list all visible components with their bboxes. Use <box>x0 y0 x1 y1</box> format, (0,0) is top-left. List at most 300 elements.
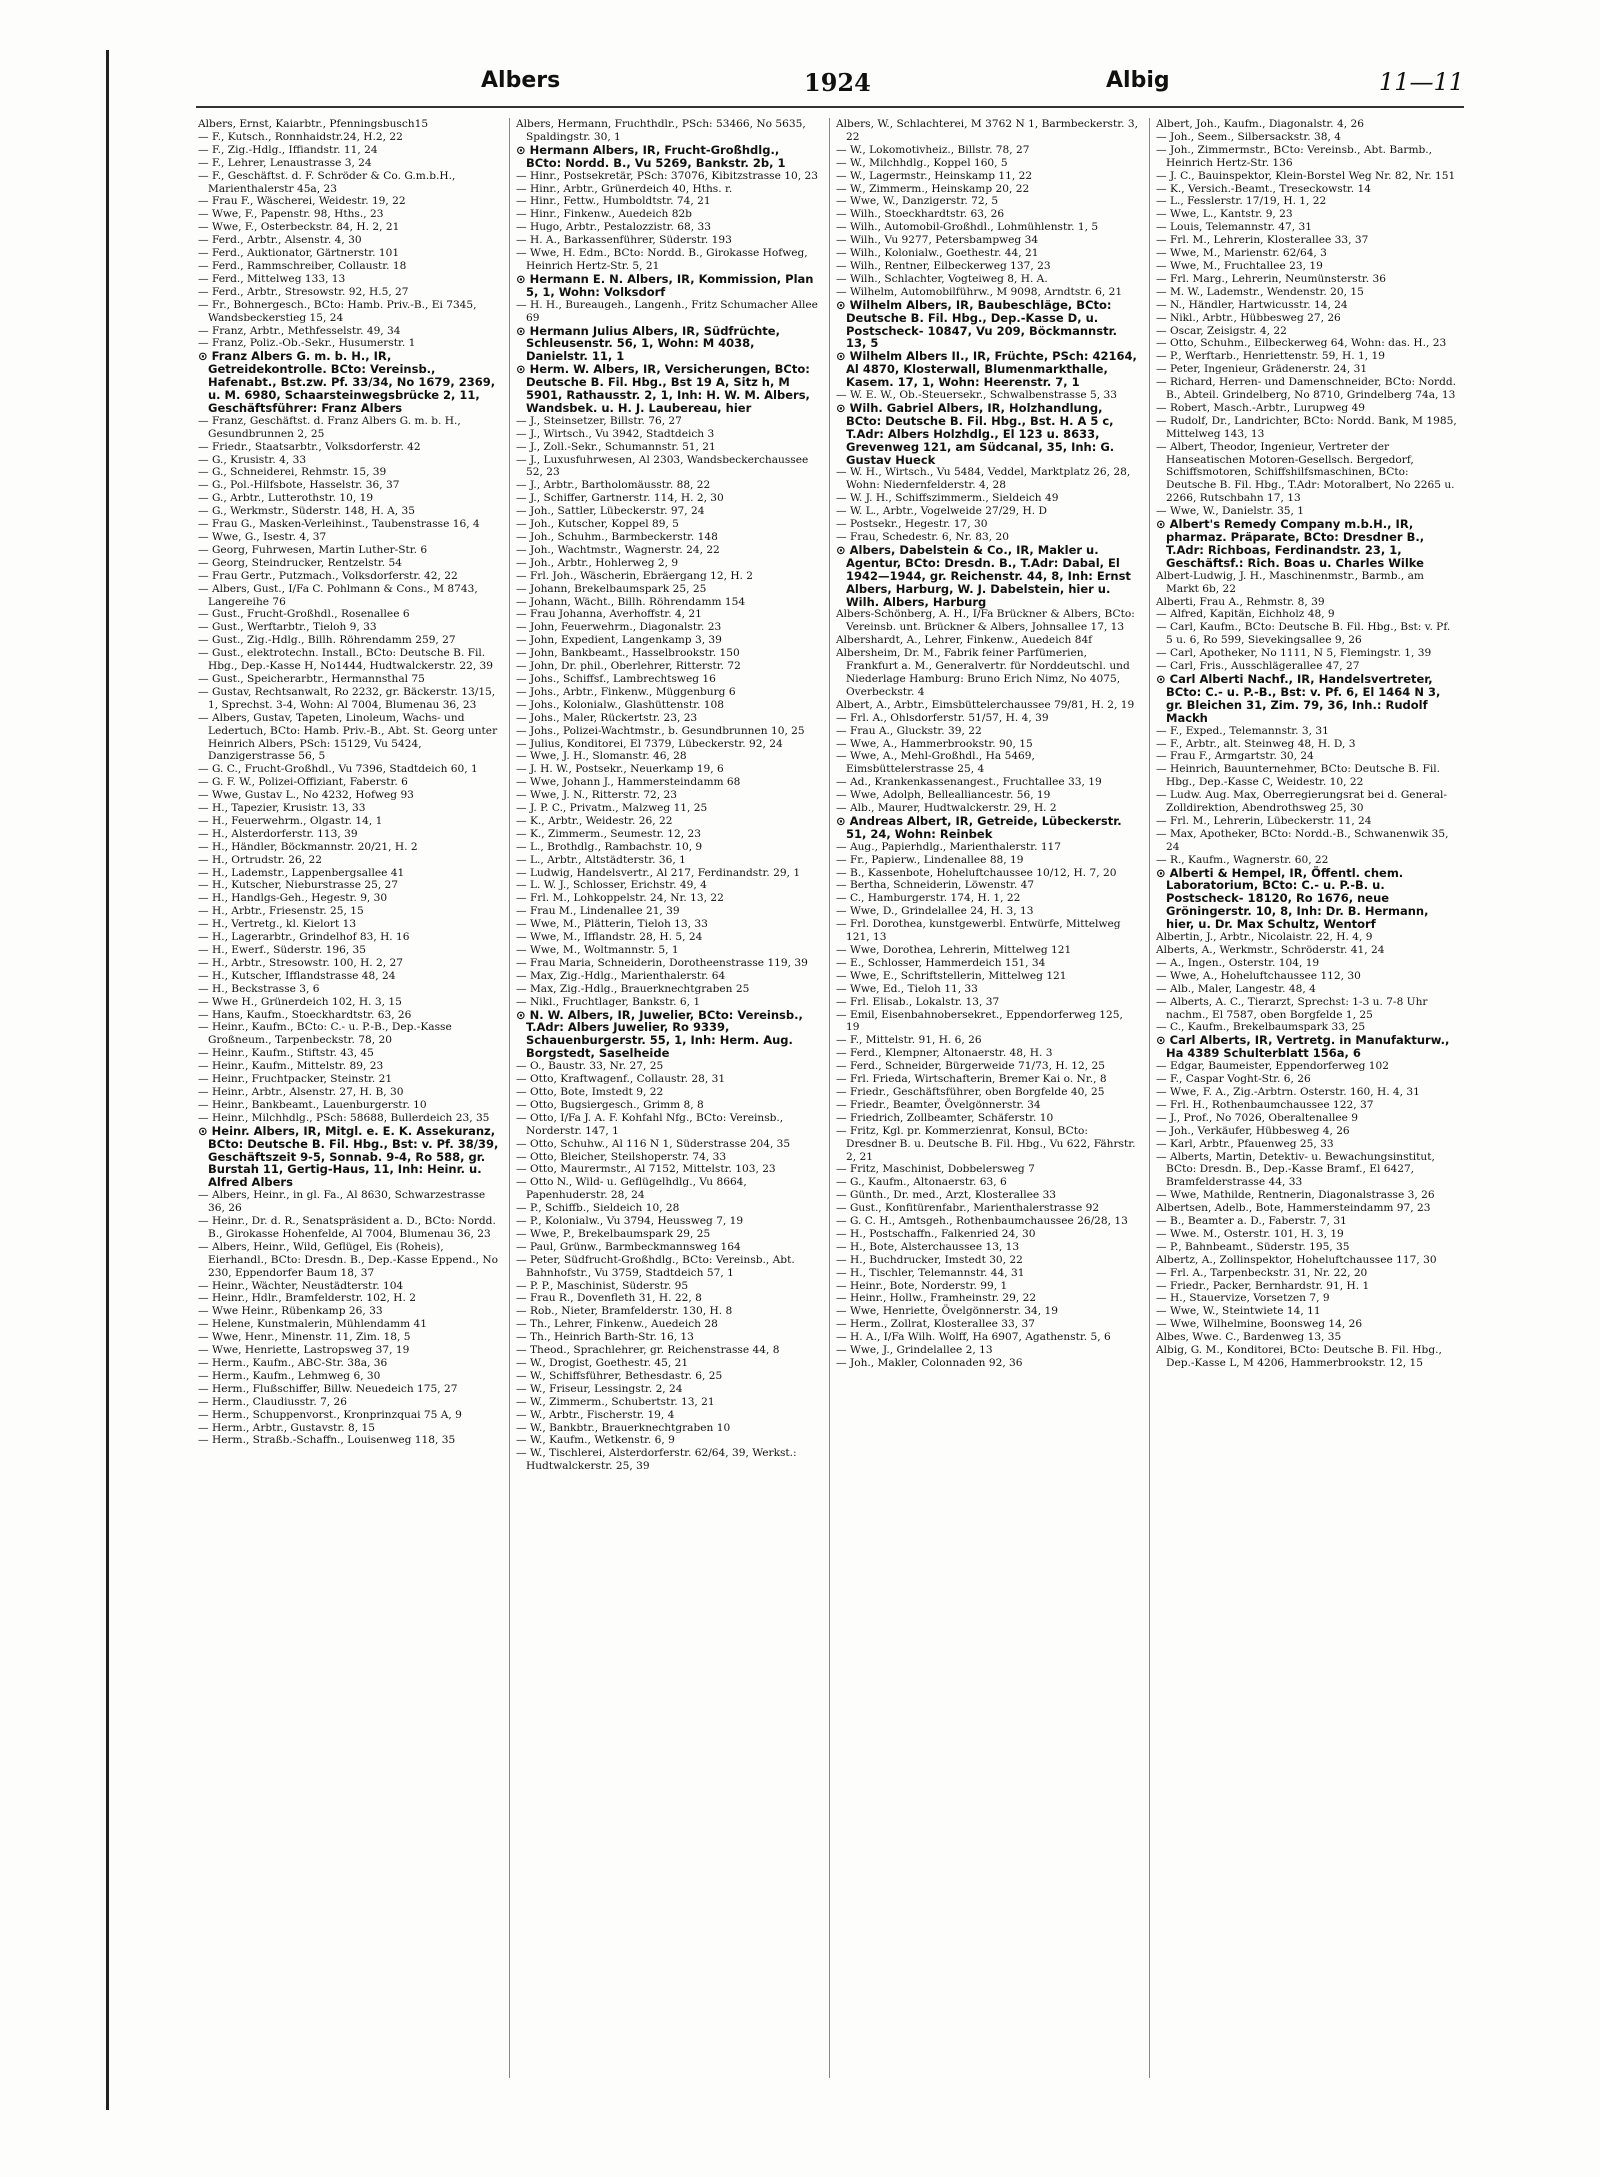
directory-entry: — W., Schiffsführer, Bethesdastr. 6, 25 <box>516 1369 723 1382</box>
directory-entry: Albert, Joh., Kaufm., Diagonalstr. 4, 26 <box>1156 118 1364 130</box>
directory-entry: — W., Bankbtr., Brauerknechtgraben 10 <box>516 1421 731 1434</box>
header-first-name: Albers <box>481 68 561 93</box>
directory-entry: — John, Dr. phil., Oberlehrer, Ritterstr. 72 <box>516 660 741 673</box>
directory-entry: — F., Kutsch., Ronnhaidstr.24, H.2, 22 <box>198 130 403 143</box>
directory-entry: Albert-Ludwig, J. H., Maschinenmstr., Barmb., am Markt 6b, 22 <box>1156 569 1424 595</box>
directory-entry: ⊙ Herm. W. Albers, IR, Versicherungen, BCto: Deutsche B. Fil. Hbg., Bst 19 A, Sitz h, M 5901, Rathausstr. 2, 1, Inh: H. W. M. Albers, Wandsbek. u. H. J. Laubereau, hier <box>516 362 810 415</box>
directory-entry: — Wwe, F., Osterbeckstr. 84, H. 2, 21 <box>198 221 400 234</box>
directory-entry: — Georg, Fuhrwesen, Martin Luther-Str. 6 <box>198 543 428 556</box>
directory-entry: Albershardt, A., Lehrer, Finkenw., Auedeich 84f <box>836 634 1093 647</box>
directory-entry: — Max, Zig.-Hdlg., Brauerknechtgraben 25 <box>516 982 750 995</box>
column-divider <box>509 118 510 2078</box>
directory-entry: — Heinr., Milchhdlg., PSch: 58688, Bullerdeich 23, 35 <box>198 1111 490 1124</box>
directory-entry: — Peter, Südfrucht-Großhdlg., BCto: Vereinsb., Abt. Bahnhofstr., Vu 3759, Stadtdeich 57, 1 <box>516 1253 795 1279</box>
directory-entry: — Paul, Grünw., Barmbeckmannsweg 164 <box>516 1240 741 1253</box>
directory-entry: — Wwe, M., Plätterin, Tieloh 13, 33 <box>516 918 708 931</box>
header-last-name: Albig <box>1106 68 1170 93</box>
directory-entry: — John, Expedient, Langenkamp 3, 39 <box>516 634 722 647</box>
directory-entry: — A., Ingen., Osterstr. 104, 19 <box>1156 956 1320 969</box>
directory-entry: — J. P. C., Privatm., Malzweg 11, 25 <box>516 802 708 815</box>
directory-entry: — W., Lagermstr., Heinskamp 11, 22 <box>836 169 1033 182</box>
directory-entry: — H., Tischler, Telemannstr. 44, 31 <box>836 1266 1025 1279</box>
directory-entry: — H., Postschaffn., Falkenried 24, 30 <box>836 1227 1036 1240</box>
directory-entry: — Wwe, J. H., Slomanstr. 46, 28 <box>516 750 687 763</box>
directory-entry: — Johs., Polizei-Wachtmstr., b. Gesundbrunnen 10, 25 <box>516 724 805 737</box>
directory-entry: — W., Kaufm., Wetkenstr. 6, 9 <box>516 1434 675 1447</box>
directory-page <box>196 62 1464 2092</box>
directory-entry: — Wwe, D., Grindelallee 24, H. 3, 13 <box>836 905 1034 918</box>
directory-entry: — Alfred, Kapitän, Eichholz 48, 9 <box>1156 608 1335 621</box>
binding-line <box>106 50 109 2110</box>
directory-entry: — Peter, Ingenieur, Grädenerstr. 24, 31 <box>1156 363 1368 376</box>
directory-entry: — Otto, I/Fa J. A. F. Kohfahl Nfg., BCto: Vereinsb., Norderstr. 147, 1 <box>516 1111 784 1137</box>
directory-entry: — Albers, Gust., I/Fa C. Pohlmann & Cons., M 8743, Langereihe 76 <box>198 582 478 608</box>
directory-entry: Albers, W., Schlachterei, M 3762 N 1, Barmbeckerstr. 3, 22 <box>836 118 1138 143</box>
directory-entry: — Robert, Masch.-Arbtr., Lurupweg 49 <box>1156 401 1365 414</box>
directory-entry: — Bertha, Schneiderin, Löwenstr. 47 <box>836 879 1035 892</box>
directory-entry: — Julius, Konditorei, El 7379, Lübeckerstr. 92, 24 <box>516 737 783 750</box>
directory-entry: — Frl. Joh., Wäscherin, Ebräergang 12, H. 2 <box>516 569 754 582</box>
directory-entry: — Frau A., Gluckstr. 39, 22 <box>836 724 982 737</box>
header-year: 1924 <box>804 68 871 97</box>
directory-entry: — Wwe, Adolph, Bellealliancestr. 56, 19 <box>836 789 1051 802</box>
directory-entry: — Friedrich, Zollbeamter, Schäferstr. 10 <box>836 1111 1054 1124</box>
directory-entry: — J. C., Bauinspektor, Klein-Borstel Weg Nr. 82, Nr. 151 <box>1156 169 1456 182</box>
directory-entry: — W., Zimmerm., Heinskamp 20, 22 <box>836 182 1030 195</box>
directory-entry: — Fr., Bohnergesch., BCto: Hamb. Priv.-B., Ei 7345, Wandsbeckerstieg 15, 24 <box>198 298 477 324</box>
directory-entry: — Ferd., Rammschreiber, Collaustr. 18 <box>198 259 407 272</box>
directory-entry: ⊙ Franz Albers G. m. b. H., IR, Getreidekontrolle. BCto: Vereinsb., Hafenabt., Bst.zw. Pf. 33/34, No 1679, 2369, u. M. 6980, Schaarsteinwegsbrücke 2, 11, Geschäftsführer: Franz Albers <box>198 349 496 415</box>
directory-entry: — Fr., Papierw., Lindenallee 88, 19 <box>836 853 1024 866</box>
directory-entry: — Heinr., Hdlr., Bramfelderstr. 102, H. 2 <box>198 1292 416 1305</box>
directory-entry: — Gust., elektrotechn. Install., BCto: Deutsche B. Fil. Hbg., Dep.-Kasse H, No1444, Hudtwalckerstr. 22, 39 <box>198 647 494 673</box>
directory-entry: — Wwe, P., Brekelbaumspark 29, 25 <box>516 1227 711 1240</box>
directory-entry: — Alberts, A. C., Tierarzt, Sprechst: 1-3 u. 7-8 Uhr nachm., El 7587, oben Borgfelde 1, 25 <box>1156 995 1428 1021</box>
directory-entry: — M. W., Lademstr., Wendenstr. 20, 15 <box>1156 285 1364 298</box>
directory-entry: — Frau F., Armgartstr. 30, 24 <box>1156 750 1314 763</box>
directory-entry: — H., Bote, Alsterchaussee 13, 13 <box>836 1240 1020 1253</box>
directory-entry: Albers-Schönberg, A. H., I/Fa Brückner & Albers, BCto: Vereinsb. unt. Brückner & Albers, Johnsallee 17, 13 <box>836 608 1135 634</box>
directory-entry: — P., Bahnbeamt., Süderstr. 195, 35 <box>1156 1240 1350 1253</box>
directory-entry: — Wwe, Henr., Minenstr. 11, Zim. 18, 5 <box>198 1331 411 1344</box>
directory-entry: — L., Arbtr., Altstädterstr. 36, 1 <box>516 853 686 866</box>
directory-entry: — Johann, Brekelbaumspark 25, 25 <box>516 582 707 595</box>
directory-entry: — G., Schneiderei, Rehmstr. 15, 39 <box>198 466 387 479</box>
directory-entry: — G. C. H., Amtsgeh., Rothenbaumchaussee 26/28, 13 <box>836 1215 1128 1228</box>
directory-entry: — Ferd., Klempner, Altonaerstr. 48, H. 3 <box>836 1047 1053 1060</box>
directory-entry: — Wwe, A., Hammerbrookstr. 90, 15 <box>836 737 1033 750</box>
directory-entry: — H., Feuerwehrm., Olgastr. 14, 1 <box>198 814 383 827</box>
directory-entry: — Wilh., Automobil-Großhdl., Lohmühlenstr. 1, 5 <box>836 221 1099 234</box>
directory-entry: — G. C., Frucht-Großhdl., Vu 7396, Stadtdeich 60, 1 <box>198 763 478 776</box>
directory-entry: — Louis, Telemannstr. 47, 31 <box>1156 221 1312 234</box>
directory-entry: Albertsen, Adelb., Bote, Hammersteindamm 97, 23 <box>1156 1202 1431 1215</box>
directory-entry: — Albers, Heinr., Wild, Geflügel, Eis (Roheis), Eierhandl., BCto: Dresdn. B., Dep.-Kasse Eppend., No 230, Eppendorfer Baum 18, 37 <box>198 1240 498 1279</box>
directory-entry: — Wwe, J. N., Ritterstr. 72, 23 <box>516 789 678 802</box>
directory-entry: — Otto, Schuhw., Al 116 N 1, Süderstrasse 204, 35 <box>516 1137 791 1150</box>
directory-entry: — Ludw. Aug. Max, Oberregierungsrat bei d. General-Zolldirektion, Abendrothsweg 25, 30 <box>1156 789 1448 815</box>
directory-entry: — Johs., Kolonialw., Glashüttenstr. 108 <box>516 698 724 711</box>
directory-entry: — W. L., Arbtr., Vogelweide 27/29, H. D <box>836 505 1047 518</box>
header-page-number: 11—11 <box>1378 68 1464 96</box>
directory-entry: — Wwe, A., Hoheluftchaussee 112, 30 <box>1156 969 1361 982</box>
column-divider <box>1149 118 1150 2078</box>
directory-entry: — H., Vertretg., kl. Kielort 13 <box>198 918 357 931</box>
directory-entry: — H., Ewerf., Süderstr. 196, 35 <box>198 944 367 956</box>
directory-entry: — Joh., Sattler, Lübeckerstr. 97, 24 <box>516 505 705 518</box>
directory-entry: — B., Beamter a. D., Faberstr. 7, 31 <box>1156 1215 1347 1228</box>
directory-entry: — Gust., Speicherarbtr., Hermannsthal 75 <box>198 672 425 685</box>
column-divider <box>829 118 830 2078</box>
directory-entry: — Friedr., Packer, Bernhardstr. 91, H. 1 <box>1156 1279 1370 1292</box>
directory-entry: — Heinr., Wächter, Neustädterstr. 104 <box>198 1279 404 1292</box>
directory-entry: — John, Bankbeamt., Hasselbrookstr. 150 <box>516 647 740 660</box>
directory-entry: — Wwe, W., Danzigerstr. 72, 5 <box>836 195 999 208</box>
directory-entry: — G. F. W., Polizei-Offiziant, Faberstr. 6 <box>198 776 408 789</box>
directory-entry: ⊙ Hermann E. N. Albers, IR, Kommission, Plan 5, 1, Wohn: Volksdorf <box>516 271 814 299</box>
directory-entry: — Frau G., Masken-Verleihinst., Taubenstrasse 16, 4 <box>198 518 480 531</box>
directory-entry: — Gustav, Rechtsanwalt, Ro 2232, gr. Bäckerstr. 13/15, 1, Sprechst. 3-4, Wohn: Al 7004, Blumenau 36, 23 <box>198 685 496 711</box>
directory-entry: ⊙ Alberti & Hempel, IR, Öffentl. chem. Laboratorium, BCto: C.- u. P.-B. u. Postscheck- 18120, Ro 1676, neue Gröningerstr. 10, 8, Inh: Dr. B. Hermann, hier, u. Dr. Max Schultz, Wentorf <box>1156 865 1429 932</box>
directory-entry: — L., Brothdlg., Rambachstr. 10, 9 <box>516 840 703 853</box>
directory-entry: — L., Fesslerstr. 17/19, H. 1, 22 <box>1156 195 1327 208</box>
directory-entry: — R., Kaufm., Wagnerstr. 60, 22 <box>1156 853 1329 866</box>
directory-entry: — F., Zig.-Hdlg., Iffiandstr. 11, 24 <box>198 143 378 156</box>
directory-entry: — Theod., Sprachlehrer, gr. Reichenstrasse 44, 8 <box>516 1344 780 1357</box>
directory-entry: — Wwe, H. Edm., BCto: Nordd. B., Girokasse Hofweg, Heinrich Hertz-Str. 5, 21 <box>516 247 808 272</box>
directory-entry: — Hinr., Finkenw., Auedeich 82b <box>516 208 692 221</box>
directory-entry: — G., Arbtr., Lutterothstr. 10, 19 <box>198 492 374 505</box>
directory-entry: — Otto, Bleicher, Steilshoperstr. 74, 33 <box>516 1150 727 1163</box>
directory-entry: — Helene, Kunstmalerin, Mühlendamm 41 <box>198 1318 428 1331</box>
directory-entry: — Wilh., Rentner, Eilbeckerweg 137, 23 <box>836 259 1051 272</box>
directory-entry: Alberts, A., Werkmstr., Schröderstr. 41, 24 <box>1156 944 1385 956</box>
directory-entry: Albertz, A., Zollinspektor, Hoheluftchaussee 117, 30 <box>1156 1253 1437 1266</box>
directory-entry: — Albers, Gustav, Tapeten, Linoleum, Wachs- und Ledertuch, BCto: Hamb. Priv.-B., Abt. St. Georg unter Heinrich Albers, PSch: 15129, Vu 5424, Danzigerstrasse 56, 5 <box>198 711 498 763</box>
directory-entry: — Ferd., Arbtr., Stresowstr. 92, H.5, 27 <box>198 285 409 298</box>
directory-entry: — Herm., Claudiusstr. 7, 26 <box>198 1395 348 1408</box>
directory-entry: — Richard, Herren- und Damenschneider, BCto: Nordd. B., Abteil. Grindelberg, No 8710, Grindelberg 74a, 13 <box>1156 376 1457 402</box>
directory-entry: — Frl. A., Ohlsdorferstr. 51/57, H. 4, 39 <box>836 711 1049 724</box>
directory-entry: — Heinr., Bote, Norderstr. 99, 1 <box>836 1279 1008 1292</box>
directory-entry: — Wwe, E., Schriftstellerin, Mittelweg 121 <box>836 969 1067 982</box>
directory-entry: — K., Arbtr., Weidestr. 26, 22 <box>516 814 673 827</box>
page-header <box>196 62 1464 102</box>
directory-entry: — Joh., Arbtr., Hohlerweg 2, 9 <box>516 556 679 569</box>
directory-entry: — E., Schlosser, Hammerdeich 151, 34 <box>836 956 1046 969</box>
directory-entry: — Otto, Bugsiergesch., Grimm 8, 8 <box>516 1098 704 1111</box>
directory-entry: — Wwe, F. A., Zig.-Arbtrn. Osterstr. 160, H. 4, 31 <box>1156 1085 1420 1098</box>
directory-entry: — Th., Lehrer, Finkenw., Auedeich 28 <box>516 1318 718 1331</box>
directory-entry: — Wwe, M., Woltmannstr. 5, 1 <box>516 944 679 956</box>
directory-entry: — Frau Maria, Schneiderin, Dorotheenstrasse 119, 39 <box>516 956 808 969</box>
directory-entry: ⊙ Albers, Dabelstein & Co., IR, Makler u. Agentur, BCto: Dresdn. B., T.Adr: Dabal, El 1942—1944, gr. Reichenstr. 44, 8, Inh: Ernst Albers, Harburg, W. J. Dabelstein, hier u. Wilh. Albers, Harburg <box>836 542 1131 609</box>
directory-entry: — John, Feuerwehrm., Diagonalstr. 23 <box>516 621 722 634</box>
directory-entry: — Wwe, J., Grindelallee 2, 13 <box>836 1344 993 1357</box>
directory-entry: — Herm., Flußschiffer, Billw. Neuedeich 175, 27 <box>198 1382 458 1395</box>
directory-entry: ⊙ Carl Alberts, IR, Vertretg. in Manufakturw., Ha 4389 Schulterblatt 156a, 6 <box>1156 1033 1450 1061</box>
directory-entry: — Frau F., Wäscherei, Weidestr. 19, 22 <box>198 195 406 208</box>
directory-entry: — Friedr., Beamter, Övelgönnerstr. 34 <box>836 1098 1041 1111</box>
directory-entry: — W., Friseur, Lessingstr. 2, 24 <box>516 1382 683 1395</box>
directory-entry: — Ludwig, Handelsvertr., Al 217, Ferdinandstr. 29, 1 <box>516 866 801 879</box>
directory-entry: — Wilh., Vu 9277, Petersbampweg 34 <box>836 234 1039 247</box>
directory-entry: — Emil, Eisenbahnobersekret., Eppendorferweg 125, 19 <box>836 1008 1123 1034</box>
directory-entry: — Carl, Kaufm., BCto: Deutsche B. Fil. Hbg., Bst: v. Pf. 5 u. 6, Ro 599, Sievekingsallee 9, 26 <box>1156 621 1451 647</box>
directory-entry: — Gust., Frucht-Großhdl., Rosenallee 6 <box>198 608 410 621</box>
directory-entry: — Nikl., Arbtr., Hübbesweg 27, 26 <box>1156 311 1341 324</box>
directory-entry: — Frl. M., Lehrerin, Lübeckerstr. 11, 24 <box>1156 814 1372 827</box>
directory-entry: — C., Kaufm., Brekelbaumspark 33, 25 <box>1156 1021 1366 1034</box>
directory-entry: — Herm., Zollrat, Klosterallee 33, 37 <box>836 1318 1035 1331</box>
directory-entry: — H., Buchdrucker, Imstedt 30, 22 <box>836 1253 1023 1266</box>
directory-entry: — H., Lademstr., Lappenbergsallee 41 <box>198 866 405 879</box>
directory-entry: Alberti, Frau A., Rehmstr. 8, 39 <box>1156 595 1325 608</box>
directory-entry: — Frau Gertr., Putzmach., Volksdorferstr. 42, 22 <box>198 569 458 582</box>
directory-entry: — W., Tischlerei, Alsterdorferstr. 62/64, 39, Werkst.: Hudtwalckerstr. 25, 39 <box>516 1447 797 1473</box>
directory-entry: — Frl. Elisab., Lokalstr. 13, 37 <box>836 995 1000 1008</box>
directory-entry: — Heinr., Fruchtpacker, Steinstr. 21 <box>198 1073 393 1086</box>
directory-entry: — Georg, Steindrucker, Rentzelstr. 54 <box>198 556 402 569</box>
directory-entry: — W., Arbtr., Fischerstr. 19, 4 <box>516 1408 675 1421</box>
directory-entry: ⊙ N. W. Albers, IR, Juwelier, BCto: Vereinsb., T.Adr: Albers Juwelier, Ro 9339, Schauenburgerstr. 55, 1, Inh: Herm. Aug. Borgstedt, Saselheide <box>516 1007 803 1061</box>
directory-entry: — Frau, Schedestr. 6, Nr. 83, 20 <box>836 531 1009 543</box>
directory-entry: — L. W. J., Schlosser, Erichstr. 49, 4 <box>516 879 707 892</box>
directory-entry: — J., Steinsetzer, Billstr. 76, 27 <box>516 414 682 427</box>
directory-entry: — Wwe, M., Fruchtallee 23, 19 <box>1156 259 1323 272</box>
header-rule <box>196 106 1464 108</box>
directory-entry: — Johs., Maler, Rückertstr. 23, 23 <box>516 711 698 724</box>
directory-entry: — H., Arbtr., Friesenstr. 25, 15 <box>198 905 364 918</box>
directory-entry: — Hinr., Postsekretär, PSch: 37076, Kibitzstrasse 10, 23 <box>516 169 818 182</box>
directory-entry: — Wwe, W., Danielstr. 35, 1 <box>1156 505 1305 518</box>
directory-entry: — P. P., Maschinist, Süderstr. 95 <box>516 1279 689 1292</box>
directory-entry: — Herm., Kaufm., Lehmweg 6, 30 <box>198 1369 381 1382</box>
directory-entry: — F., Lehrer, Lenaustrasse 3, 24 <box>198 156 372 169</box>
directory-entry: — H., Stauervize, Vorsetzen 7, 9 <box>1156 1292 1330 1305</box>
directory-entry: — Otto, Schuhm., Eilbeckerweg 64, Wohn: das. H., 23 <box>1156 337 1447 350</box>
directory-entry: — Joh., Verkäufer, Hübbesweg 4, 26 <box>1156 1124 1350 1137</box>
directory-entry: — Franz, Arbtr., Methfesselstr. 49, 34 <box>198 324 401 337</box>
directory-entry: — Wilh., Kolonialw., Goethestr. 44, 21 <box>836 247 1039 260</box>
directory-entry: — Hans, Kaufm., Stoeckhardtstr. 63, 26 <box>198 1008 412 1021</box>
directory-entry: — H., Beckstrasse 3, 6 <box>198 982 320 995</box>
directory-entry: — Heinr., Kaufm., Mittelstr. 89, 23 <box>198 1060 384 1073</box>
directory-entry: Albig, G. M., Konditorei, BCto: Deutsche B. Fil. Hbg., Dep.-Kasse L, M 4206, Hammerbrookstr. 12, 15 <box>1156 1344 1442 1369</box>
directory-entry: — Carl, Fris., Ausschlägerallee 47, 27 <box>1156 660 1360 673</box>
directory-entry: — F., Caspar Voght-Str. 6, 26 <box>1156 1073 1311 1086</box>
directory-entry: — Ad., Krankenkassenangest., Fruchtallee 33, 19 <box>836 776 1102 789</box>
directory-entry: — Frl. Marg., Lehrerin, Neumünsterstr. 36 <box>1156 272 1386 285</box>
directory-entry: — Frl. Frieda, Wirtschafterin, Bremer Kai o. Nr., 8 <box>836 1073 1107 1086</box>
directory-entry: Albes, Wwe. C., Bardenweg 13, 35 <box>1156 1331 1342 1344</box>
directory-entry: — G., Werkmstr., Süderstr. 148, H. A, 35 <box>198 505 415 518</box>
directory-entry: — Joh., Zimmermstr., BCto: Vereinsb., Abt. Barmb., Heinrich Hertz-Str. 136 <box>1156 143 1433 169</box>
directory-entry: — W. E. W., Ob.-Steuersekr., Schwalbenstrasse 5, 33 <box>836 389 1118 402</box>
directory-entry: — Rob., Nieter, Bramfelderstr. 130, H. 8 <box>516 1305 733 1318</box>
directory-entry: — J., Schiffer, Gartnerstr. 114, H. 2, 30 <box>516 492 724 505</box>
directory-entry: — Fritz, Maschinist, Dobbelersweg 7 <box>836 1163 1035 1176</box>
directory-entry: — Albers, Heinr., in gl. Fa., Al 8630, Schwarzestrasse 36, 26 <box>198 1189 486 1215</box>
directory-entry: — K., Versich.-Beamt., Treseckowstr. 14 <box>1156 182 1372 195</box>
directory-entry: Albers, Ernst, Kaiarbtr., Pfenningsbusch15 <box>198 118 429 130</box>
scan-left-edge <box>0 0 108 2177</box>
directory-entry: — Wwe Heinr., Rübenkamp 26, 33 <box>198 1305 383 1318</box>
directory-entry: — Günth., Dr. med., Arzt, Klosterallee 33 <box>836 1189 1057 1202</box>
directory-entry: — Nikl., Fruchtlager, Bankstr. 6, 1 <box>516 995 701 1008</box>
directory-entry: — Otto, Kraftwagenf., Collaustr. 28, 31 <box>516 1073 726 1086</box>
directory-column-3 <box>836 118 1138 2078</box>
directory-entry: — Wwe, Henriette, Övelgönnerstr. 34, 19 <box>836 1305 1058 1318</box>
directory-entry: — J., Luxusfuhrwesen, Al 2303, Wandsbeckerchaussee 52, 23 <box>516 453 809 479</box>
directory-entry: — H. A., I/Fa Wilh. Wolff, Ha 6907, Agathenstr. 5, 6 <box>836 1331 1111 1344</box>
directory-entry: — W., Lokomotivheiz., Billstr. 78, 27 <box>836 143 1030 156</box>
directory-entry: — Gust., Konfitürenfabr., Marienthalerstrasse 92 <box>836 1202 1100 1215</box>
directory-entry: — Herm., Kaufm., ABC-Str. 38a, 36 <box>198 1357 388 1369</box>
directory-entry: — Frau M., Lindenallee 21, 39 <box>516 905 680 918</box>
directory-entry: ⊙ Hermann Julius Albers, IR, Südfrüchte, Schleusenstr. 56, 1, Wohn: M 4038, Danielstr. 11, 1 <box>516 323 780 364</box>
directory-entry: — J., Wirtsch., Vu 3942, Stadtdeich 3 <box>516 427 715 440</box>
directory-entry: — Heinr., Kaufm., Stiftstr. 43, 45 <box>198 1047 374 1060</box>
directory-entry: — J., Arbtr., Bartholomäusstr. 88, 22 <box>516 479 711 492</box>
directory-entry: — H. A., Barkassenführer, Süderstr. 193 <box>516 234 732 247</box>
directory-entry: — G., Pol.-Hilfsbote, Hasselstr. 36, 37 <box>198 479 400 492</box>
directory-entry: — Wilh., Schlachter, Vogteiweg 8, H. A. <box>836 272 1048 285</box>
directory-entry: — W., Zimmerm., Schubertstr. 13, 21 <box>516 1395 715 1408</box>
directory-entry: — W. J. H., Schiffszimmerm., Sieldeich 49 <box>836 492 1059 505</box>
directory-entry: ⊙ Heinr. Albers, IR, Mitgl. e. E. K. Assekuranz, BCto: Deutsche B. Fil. Hbg., Bst: v. Pf. 38/39, Geschäftszeit 9-5, Sonnab. 9-4, Ro 588, gr. Burstah 11, Gertig-Haus, 11, Inh: Heinr. u. Alfred Albers <box>198 1123 499 1190</box>
directory-entry: — Heinr., Bankbeamt., Lauenburgerstr. 10 <box>198 1098 427 1111</box>
directory-entry: — Max, Zig.-Hdlg., Marienthalerstr. 64 <box>516 969 726 982</box>
directory-entry: — Gust., Werftarbtr., Tieloh 9, 33 <box>198 621 377 634</box>
directory-entry: — F., Arbtr., alt. Steinweg 48, H. D, 3 <box>1156 737 1356 750</box>
directory-entry: — Johann, Wächt., Billh. Röhrendamm 154 <box>516 595 746 608</box>
directory-entry: ⊙ Wilhelm Albers, IR, Baubeschläge, BCto: Deutsche B. Fil. Hbg., Dep.-Kasse D, u. Postscheck- 10847, Vu 209, Böckmannstr. 13, 5 <box>836 297 1117 351</box>
directory-entry: — Aug., Papierhdlg., Marienthalerstr. 117 <box>836 840 1062 853</box>
directory-entry: — Otto N., Wild- u. Geflügelhdlg., Vu 8664, Papenhuderstr. 28, 24 <box>516 1176 747 1202</box>
directory-entry: ⊙ Carl Alberti Nachf., IR, Handelsvertreter, BCto: C.- u. P.-B., Bst: v. Pf. 6, El 1464 N 3, gr. Bleichen 31, Zim. 79, 36, Inh.: Rudolf Mackh <box>1156 671 1441 725</box>
directory-entry: — H., Handlgs-Geh., Hegestr. 9, 30 <box>198 892 388 905</box>
directory-entry: — Th., Heinrich Barth-Str. 16, 13 <box>516 1331 694 1344</box>
directory-entry: — Johs., Schiffsf., Lambrechtsweg 16 <box>516 672 716 685</box>
directory-entry: — Joh., Seem., Silbersackstr. 38, 4 <box>1156 130 1341 143</box>
directory-entry: — Gust., Zig.-Hdlg., Billh. Röhrendamm 259, 27 <box>198 634 456 647</box>
directory-entry: — Frl. M., Lehrerin, Klosterallee 33, 37 <box>1156 234 1369 247</box>
directory-entry: — Wwe, W., Steintwiete 14, 11 <box>1156 1305 1321 1318</box>
directory-entry: — P., Schiffb., Sieldeich 10, 28 <box>516 1202 680 1215</box>
directory-entry: — G., Krusistr. 4, 33 <box>198 453 307 466</box>
directory-column-4 <box>1156 118 1458 2078</box>
directory-entry: — Frau R., Dovenfleth 31, H. 22, 8 <box>516 1292 702 1305</box>
directory-entry: ⊙ Hermann Albers, IR, Frucht-Großhdlg., BCto: Nordd. B., Vu 5269, Bankstr. 2b, 1 <box>516 142 786 170</box>
directory-entry: — Otto, Maurermstr., Al 7152, Mittelstr. 103, 23 <box>516 1163 776 1176</box>
directory-entry: — Heinr., Hollw., Framheinstr. 29, 22 <box>836 1292 1037 1305</box>
directory-entry: — Friedr., Staatsarbtr., Volksdorferstr. 42 <box>198 440 421 453</box>
directory-entry: — Joh., Makler, Colonnaden 92, 36 <box>836 1357 1023 1369</box>
directory-entry: — W., Milchhdlg., Koppel 160, 5 <box>836 156 1008 169</box>
directory-entry: — Fritz, Kgl. pr. Kommerzienrat, Konsul, BCto: Dresdner B. u. Deutsche B. Fil. Hbg., Vu 622, Fährstr. 2, 21 <box>836 1124 1136 1163</box>
directory-entry: — Franz, Geschäftst. d. Franz Albers G. m. b. H., Gesundbrunnen 2, 25 <box>198 414 461 440</box>
directory-entry: — Hinr., Arbtr., Grünerdeich 40, Hths. r. <box>516 182 733 195</box>
directory-entry: — Frl. H., Rothenbaumchaussee 122, 37 <box>1156 1098 1374 1111</box>
directory-entry: — B., Kassenbote, Hoheluftchaussee 10/12, H. 7, 20 <box>836 866 1117 879</box>
directory-entry: — H., Kutscher, Ifflandstrasse 48, 24 <box>198 969 396 982</box>
directory-entry: — P., Werftarb., Henriettenstr. 59, H. 1, 19 <box>1156 350 1385 363</box>
directory-entry: — Wwe, Johann J., Hammersteindamm 68 <box>516 776 741 789</box>
directory-entry: — Wwe, Gustav L., No 4232, Hofweg 93 <box>198 789 414 802</box>
directory-entry: — Ferd., Schneider, Bürgerweide 71/73, H. 12, 25 <box>836 1060 1105 1073</box>
directory-entry: — Postsekr., Hegestr. 17, 30 <box>836 518 988 531</box>
directory-entry: — Wwe, G., Isestr. 4, 37 <box>198 531 327 543</box>
directory-entry: — Herm., Straßb.-Schaffn., Louisenweg 118, 35 <box>198 1434 456 1447</box>
directory-entry: — Karl, Arbtr., Pfauenweg 25, 33 <box>1156 1137 1334 1150</box>
directory-entry: — Wilhelm, Automobilführw., M 9098, Arndtstr. 6, 21 <box>836 285 1123 298</box>
directory-entry: — Hinr., Fettw., Humboldtstr. 74, 21 <box>516 195 711 208</box>
directory-entry: — Wwe, Ed., Tieloh 11, 33 <box>836 982 978 995</box>
directory-entry: — Wwe, A., Mehl-Großhdl., Ha 5469, Eimsbüttelerstrasse 25, 4 <box>836 750 1035 776</box>
directory-entry: — Joh., Schuhm., Barmbeckerstr. 148 <box>516 531 718 543</box>
directory-entry: — Franz, Poliz.-Ob.-Sekr., Husumerstr. 1 <box>198 337 416 350</box>
directory-entry: — Wwe, M., Marienstr. 62/64, 3 <box>1156 247 1327 260</box>
directory-entry: — Wilh., Stoeckhardtstr. 63, 26 <box>836 208 1005 221</box>
directory-entry: — Wwe, F., Papenstr. 98, Hths., 23 <box>198 208 384 221</box>
directory-entry: — Hugo, Arbtr., Pestalozzistr. 68, 33 <box>516 221 711 234</box>
directory-column-1 <box>198 118 500 2078</box>
directory-entry: — Frl. Dorothea, kunstgewerbl. Entwürfe, Mittelweg 121, 13 <box>836 918 1121 944</box>
directory-entry: — Johs., Arbtr., Finkenw., Müggenburg 6 <box>516 685 736 698</box>
directory-entry: — Otto, Bote, Imstedt 9, 22 <box>516 1085 664 1098</box>
directory-entry: — Wwe, Mathilde, Rentnerin, Diagonalstrasse 3, 26 <box>1156 1189 1435 1202</box>
directory-entry: — Oscar, Zeisigstr. 4, 22 <box>1156 324 1287 337</box>
directory-entry: — F., Exped., Telemannstr. 3, 31 <box>1156 724 1329 737</box>
directory-entry: ⊙ Wilhelm Albers II., IR, Früchte, PSch: 42164, Al 4870, Klosterwall, Blumenmarkthalle, Kasem. 17, 1, Wohn: Heerenstr. 7, 1 <box>836 349 1137 390</box>
directory-entry: Albers, Hermann, Fruchthdlr., PSch: 53466, No 5635, Spaldingstr. 30, 1 <box>516 118 806 143</box>
directory-entry: — H., Kutscher, Nieburstrasse 25, 27 <box>198 879 399 892</box>
directory-entry: Albertin, J., Arbtr., Nicolaistr. 22, H. 4, 9 <box>1156 931 1373 944</box>
directory-entry: — H., Lagerarbtr., Grindelhof 83, H. 16 <box>198 931 410 944</box>
directory-entry: — Frl. A., Tarpenbeckstr. 31, Nr. 22, 20 <box>1156 1266 1368 1279</box>
directory-entry: — Ferd., Arbtr., Alsenstr. 4, 30 <box>198 234 362 247</box>
directory-entry: — N., Händler, Hartwicusstr. 14, 24 <box>1156 298 1348 311</box>
directory-entry: — Herm., Schuppenvorst., Kronprinzquai 75 A, 9 <box>198 1408 462 1421</box>
directory-entry: — Rudolf, Dr., Landrichter, BCto: Nordd. Bank, M 1985, Mittelweg 143, 13 <box>1156 414 1457 440</box>
directory-entry: — Max, Apotheker, BCto: Nordd.-B., Schwanenwik 35, 24 <box>1156 827 1449 853</box>
directory-entry: — F., Mittelstr. 91, H. 6, 26 <box>836 1034 982 1047</box>
directory-entry: — Heinr., Kaufm., BCto: C.- u. P.-B., Dep.-Kasse Großneum., Tarpenbeckstr. 78, 20 <box>198 1021 452 1047</box>
directory-entry: — Alb., Maler, Langestr. 48, 4 <box>1156 982 1316 995</box>
directory-entry: — H., Ortrudstr. 26, 22 <box>198 853 322 866</box>
directory-entry: — J., Prof., No 7026, Oberaltenallee 9 <box>1156 1111 1359 1124</box>
directory-entry: — K., Zimmerm., Seumestr. 12, 23 <box>516 827 701 840</box>
directory-entry: — Carl, Apotheker, No 1111, N 5, Flemingstr. 1, 39 <box>1156 647 1432 660</box>
directory-entry: — Wwe H., Grünerdeich 102, H. 3, 15 <box>198 995 402 1008</box>
directory-entry: — Heinr., Dr. d. R., Senatspräsident a. D., BCto: Nordd. B., Girokasse Hohenfelde, Al 7004, Blumenau 36, 23 <box>198 1215 496 1240</box>
directory-entry: — Friedr., Geschäftsführer, oben Borgfelde 40, 25 <box>836 1085 1105 1098</box>
directory-entry: — W. H., Wirtsch., Vu 5484, Veddel, Marktplatz 26, 28, Wohn: Niedernfelderstr. 4, 28 <box>836 466 1131 492</box>
directory-entry: — Wwe, Wilhelmine, Boonsweg 14, 26 <box>1156 1318 1363 1331</box>
directory-entry: — Joh., Wachtmstr., Wagnerstr. 24, 22 <box>516 543 720 556</box>
directory-entry: — Edgar, Baumeister, Eppendorferweg 102 <box>1156 1060 1390 1073</box>
directory-entry: — H., Tapezier, Krusistr. 13, 33 <box>198 802 366 815</box>
directory-entry: — H., Arbtr., Stresowstr. 100, H. 2, 27 <box>198 956 403 969</box>
directory-entry: — Alb., Maurer, Hudtwalckerstr. 29, H. 2 <box>836 802 1057 815</box>
directory-entry: — Heinrich, Bauunternehmer, BCto: Deutsche B. Fil. Hbg., Dep.-Kasse C, Weidestr. 10, 22 <box>1156 763 1440 789</box>
directory-entry: — Albert, Theodor, Ingenieur, Vertreter der Hanseatischen Motoren-Gesellsch. Bergedorf, Schiffsmotoren, Schiffshilfsmaschinen, BCto: Deutsche B. Fil. Hbg., T.Adr: Motoralbert, No 2265 u. 2266, Rutschbahn 17, 13 <box>1156 440 1455 505</box>
directory-entry: — H., Alsterdorferstr. 113, 39 <box>198 827 358 840</box>
directory-entry: — F., Geschäftst. d. F. Schröder & Co. G.m.b.H., Marienthalerstr 45a, 23 <box>198 169 456 195</box>
directory-entry: — Wwe, L., Kantstr. 9, 23 <box>1156 208 1293 221</box>
directory-entry: ⊙ Wilh. Gabriel Albers, IR, Holzhandlung, BCto: Deutsche B. Fil. Hbg., Bst. H. A 5 c, T.Adr: Albers Holzhdlg., El 123 u. 8633, Grevenweg 121, am Südcanal, 35, Inh: G. Gustav Hueck <box>836 400 1115 467</box>
